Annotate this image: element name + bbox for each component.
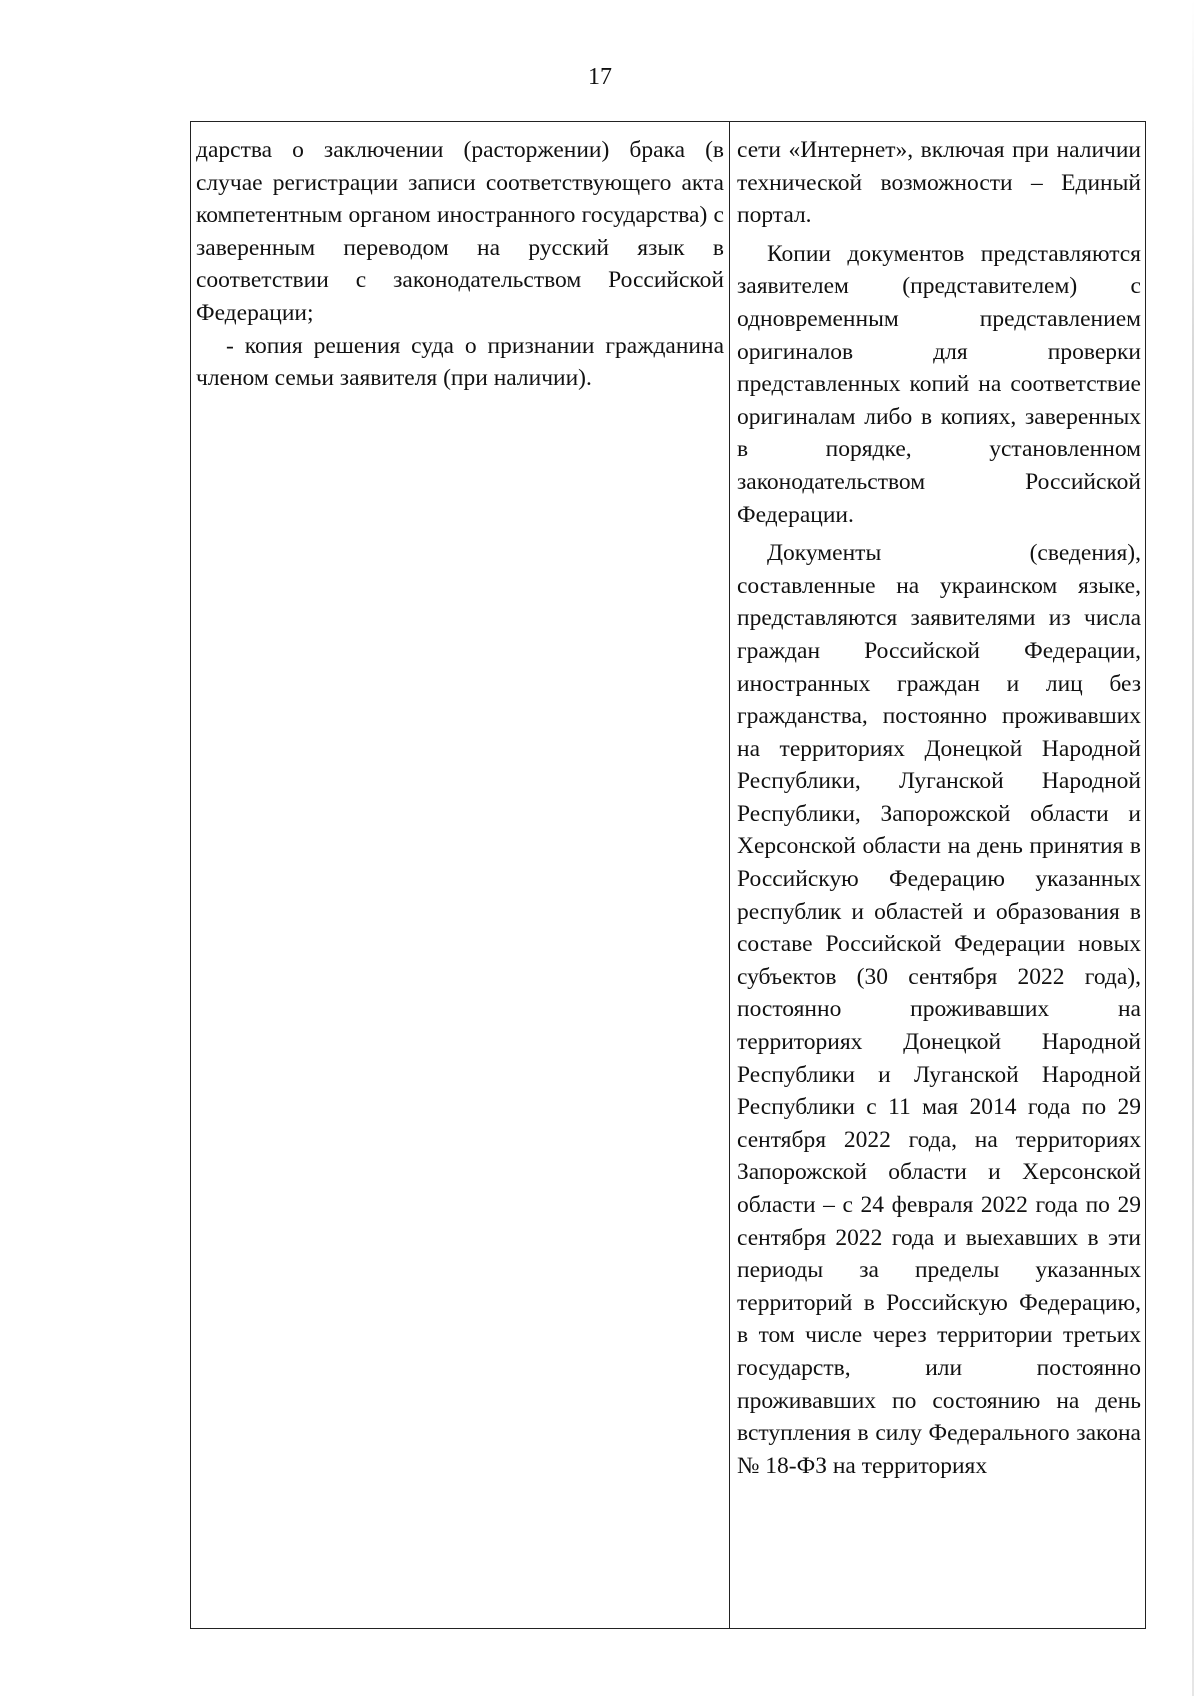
- scan-edge-line: [1192, 0, 1194, 1696]
- right-paragraph-3: Документы (сведения), составленные на украинском языке, представляются заявителями из числа граждан Российской Федерации, иностранных граждан и лиц без гражданства, постоянно проживавших на территориях Донецкой Народной Республики, Луганской Народной Республики, Запорожской области и Херсонской области на день принятия в Российскую Федерацию указанных республик и областей и образования в составе Российской Федерации новых субъектов (30 сентября 2022 года), постоянно проживавших на территориях Донецкой Народной Республики и Луганской Народной Республики с 11 мая 2014 года по 29 сентября 2022 года, на территориях Запорожской области и Херсонской области – с 24 февраля 2022 года по 29 сентября 2022 года и выехавших в эти периоды за пределы указанных территорий в Российскую Федерацию, в том числе через территории третьих государств, или постоянно проживавших по состоянию на день вступления в силу Федерального закона № 18-ФЗ на территориях: [737, 540, 1141, 1479]
- table-cell-left: [191, 122, 730, 1628]
- left-paragraph-2: - копия решения суда о признании гражданина членом семьи заявителя (при наличии).: [196, 332, 724, 392]
- page-number: 17: [588, 64, 612, 90]
- left-paragraph-1: дарства о заключении (расторжении) брака (в случае регистрации записи соответствующего акта компетентным органом иностранного государства) с заверенным переводом на русский язык в соответствии с законодательством Российской Федерации;: [196, 137, 724, 326]
- right-paragraph-2: Копии документов представляются заявителем (представителем) с одновременным представлением оригиналов для проверки представленных копий на соответствие оригиналам либо в копиях, заверенных в порядке, установленном законодательством Российской Федерации.: [737, 240, 1141, 528]
- table-cell-right: [730, 122, 1145, 1628]
- document-table: [190, 121, 1146, 1629]
- right-paragraph-1: сети «Интернет», включая при наличии технической возможности – Единый портал.: [737, 137, 1141, 229]
